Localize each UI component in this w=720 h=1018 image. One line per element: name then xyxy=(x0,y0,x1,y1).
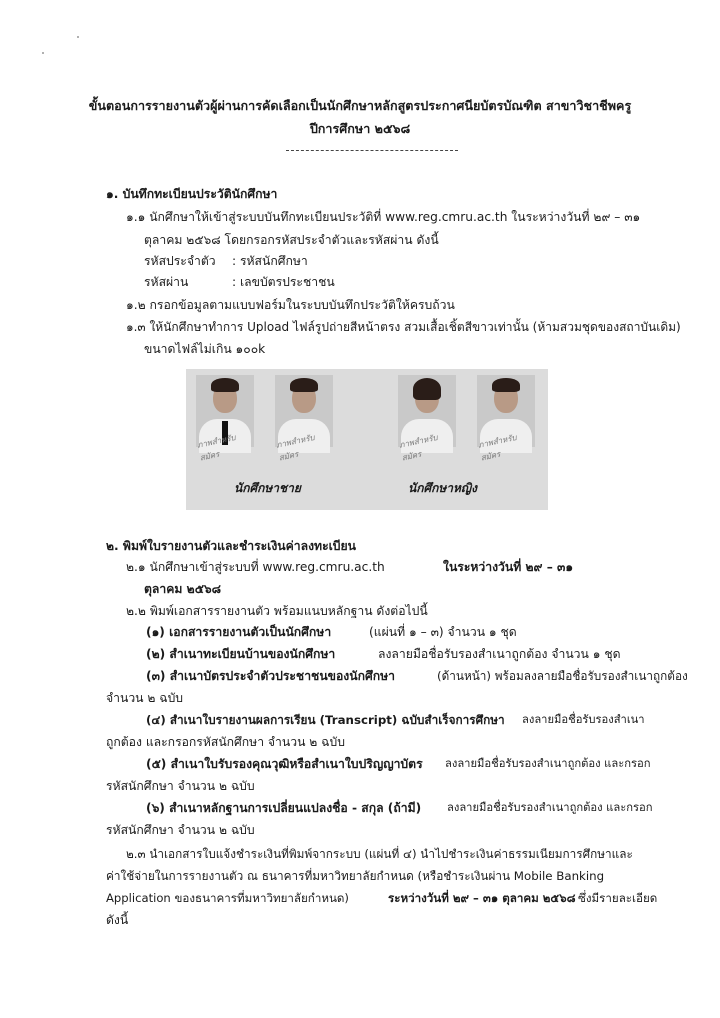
male-photo-1 xyxy=(196,375,254,463)
section1-item1-line2: ตุลาคม ๒๕๖๘ โดยกรอกรหัสประจำตัวและรหัสผ่าน ดังนี้ xyxy=(144,233,439,247)
section1-item2: ๑.๒ กรอกข้อมูลตามแบบฟอร์มในระบบบันทึกประวัติให้ครบถ้วน xyxy=(126,298,455,312)
female-photo-2 xyxy=(477,375,535,463)
title-separator xyxy=(286,150,458,151)
scan-speck xyxy=(77,36,79,38)
doc6-title: (๖) สำเนาหลักฐานการเปลี่ยนแปลงชื่อ - สกุล (ถ้ามี) xyxy=(146,801,422,815)
section2-item3-payment-dates: ระหว่างวันที่ ๒๙ – ๓๑ ตุลาคม ๒๕๖๘ xyxy=(388,891,576,905)
section2-item1-line2: ตุลาคม ๒๕๖๘ xyxy=(144,582,222,596)
doc5-detail-line2: รหัสนักศึกษา จำนวน ๒ ฉบับ xyxy=(106,779,255,793)
doc4-title: (๔) สำเนาใบรายงานผลการเรียน (Transcript) ฉบับสำเร็จการศึกษา xyxy=(146,713,505,727)
male-photo-2 xyxy=(275,375,333,463)
section1-item3-line1: ๑.๓ ให้นักศึกษาทำการ Upload ไฟล์รูปถ่ายสีหน้าตรง สวมเสื้อเชิ้ตสีขาวเท่านั้น (ห้ามสวมชุดของสถาบันเดิม) xyxy=(126,320,681,334)
section2-heading: ๒. พิมพ์ใบรายงานตัวและชำระเงินค่าลงทะเบียน xyxy=(106,539,357,553)
doc5-title: (๕) สำเนาใบรับรองคุณวุฒิหรือสำเนาใบปริญญาบัตร xyxy=(146,757,423,771)
photo-watermark: ภาพสำหรับสมัคร xyxy=(477,432,518,463)
doc4-detail: ลงลายมือชื่อรับรองสำเนา xyxy=(522,713,645,726)
section2-item2: ๒.๒ พิมพ์เอกสารรายงานตัว พร้อมแนบหลักฐาน ดังต่อไปนี้ xyxy=(126,604,428,618)
doc1-title: (๑) เอกสารรายงานตัวเป็นนักศึกษา xyxy=(146,625,332,639)
doc5-detail: ลงลายมือชื่อรับรองสำเนาถูกต้อง และกรอก xyxy=(445,757,651,770)
section2-item3-line3a: Application ของธนาคารที่มหาวิทยาลัยกำหนด) xyxy=(106,891,349,905)
password-label: รหัสผ่าน xyxy=(144,275,189,289)
section1-heading: ๑. บันทึกทะเบียนประวัตินักศึกษา xyxy=(106,187,278,201)
doc3-detail-line2: จำนวน ๒ ฉบับ xyxy=(106,691,184,705)
doc6-detail-line2: รหัสนักศึกษา จำนวน ๒ ฉบับ xyxy=(106,823,255,837)
doc3-detail: (ด้านหน้า) พร้อมลงลายมือชื่อรับรองสำเนาถูกต้อง xyxy=(437,669,688,683)
section1-item3-line2: ขนาดไฟล์ไม่เกิน ๑๐๐k xyxy=(144,342,266,356)
student-id-label: รหัสประจำตัว xyxy=(144,254,216,268)
photo-watermark: ภาพสำหรับสมัคร xyxy=(398,432,439,463)
section2-item1-line1a: ๒.๑ นักศึกษาเข้าสู่ระบบที่ www.reg.cmru.ac.th xyxy=(126,560,385,574)
doc4-detail-line2: ถูกต้อง และกรอกรหัสนักศึกษา จำนวน ๒ ฉบับ xyxy=(106,735,345,749)
document-title-line2: ปีการศึกษา ๒๕๖๘ xyxy=(309,121,411,136)
section2-item3-line1: ๒.๓ นำเอกสารใบแจ้งชำระเงินที่พิมพ์จากระบบ (แผ่นที่ ๔) นำไปชำระเงินค่าธรรมเนียมการศึกษาและ xyxy=(126,847,633,861)
photo-watermark: ภาพสำหรับสมัคร xyxy=(196,432,237,463)
doc6-detail: ลงลายมือชื่อรับรองสำเนาถูกต้อง และกรอก xyxy=(447,801,653,814)
section2-item1-line1b: ในระหว่างวันที่ ๒๙ – ๓๑ xyxy=(443,560,574,574)
document-title-line1: ขั้นตอนการรายงานตัวผู้ผ่านการคัดเลือกเป็นนักศึกษาหลักสูตรประกาศนียบัตรบัณฑิต สาขาวิชาชีพครู xyxy=(88,98,632,113)
female-photo-1 xyxy=(398,375,456,463)
photo-watermark: ภาพสำหรับสมัคร xyxy=(275,432,316,463)
doc1-detail: (แผ่นที่ ๑ – ๓) จำนวน ๑ ชุด xyxy=(369,625,517,639)
section2-item3-line2: ค่าใช้จ่ายในการรายงานตัว ณ ธนาคารที่มหาวิทยาลัยกำหนด (หรือชำระเงินผ่าน Mobile Banking xyxy=(106,869,605,883)
section2-item3-line3c: ซึ่งมีรายละเอียด xyxy=(578,891,658,905)
doc2-detail: ลงลายมือชื่อรับรองสำเนาถูกต้อง จำนวน ๑ ชุด xyxy=(378,647,621,661)
doc3-title: (๓) สำเนาบัตรประจำตัวประชาชนของนักศึกษา xyxy=(146,669,395,683)
scan-speck xyxy=(42,52,44,54)
doc2-title: (๒) สำเนาทะเบียนบ้านของนักศึกษา xyxy=(146,647,336,661)
sample-photos-panel xyxy=(186,369,548,510)
student-id-value: : รหัสนักศึกษา xyxy=(232,254,308,268)
password-value: : เลขบัตรประชาชน xyxy=(232,275,335,289)
section1-item1-line1: ๑.๑ นักศึกษาให้เข้าสู่ระบบบันทึกทะเบียนประวัติที่ www.reg.cmru.ac.th ในระหว่างวันที่ ๒๙ – ๓๑ xyxy=(126,210,641,224)
male-student-caption: นักศึกษาชาย xyxy=(234,481,301,495)
female-student-caption: นักศึกษาหญิง xyxy=(408,481,477,495)
section2-item3-line4: ดังนี้ xyxy=(106,913,129,927)
